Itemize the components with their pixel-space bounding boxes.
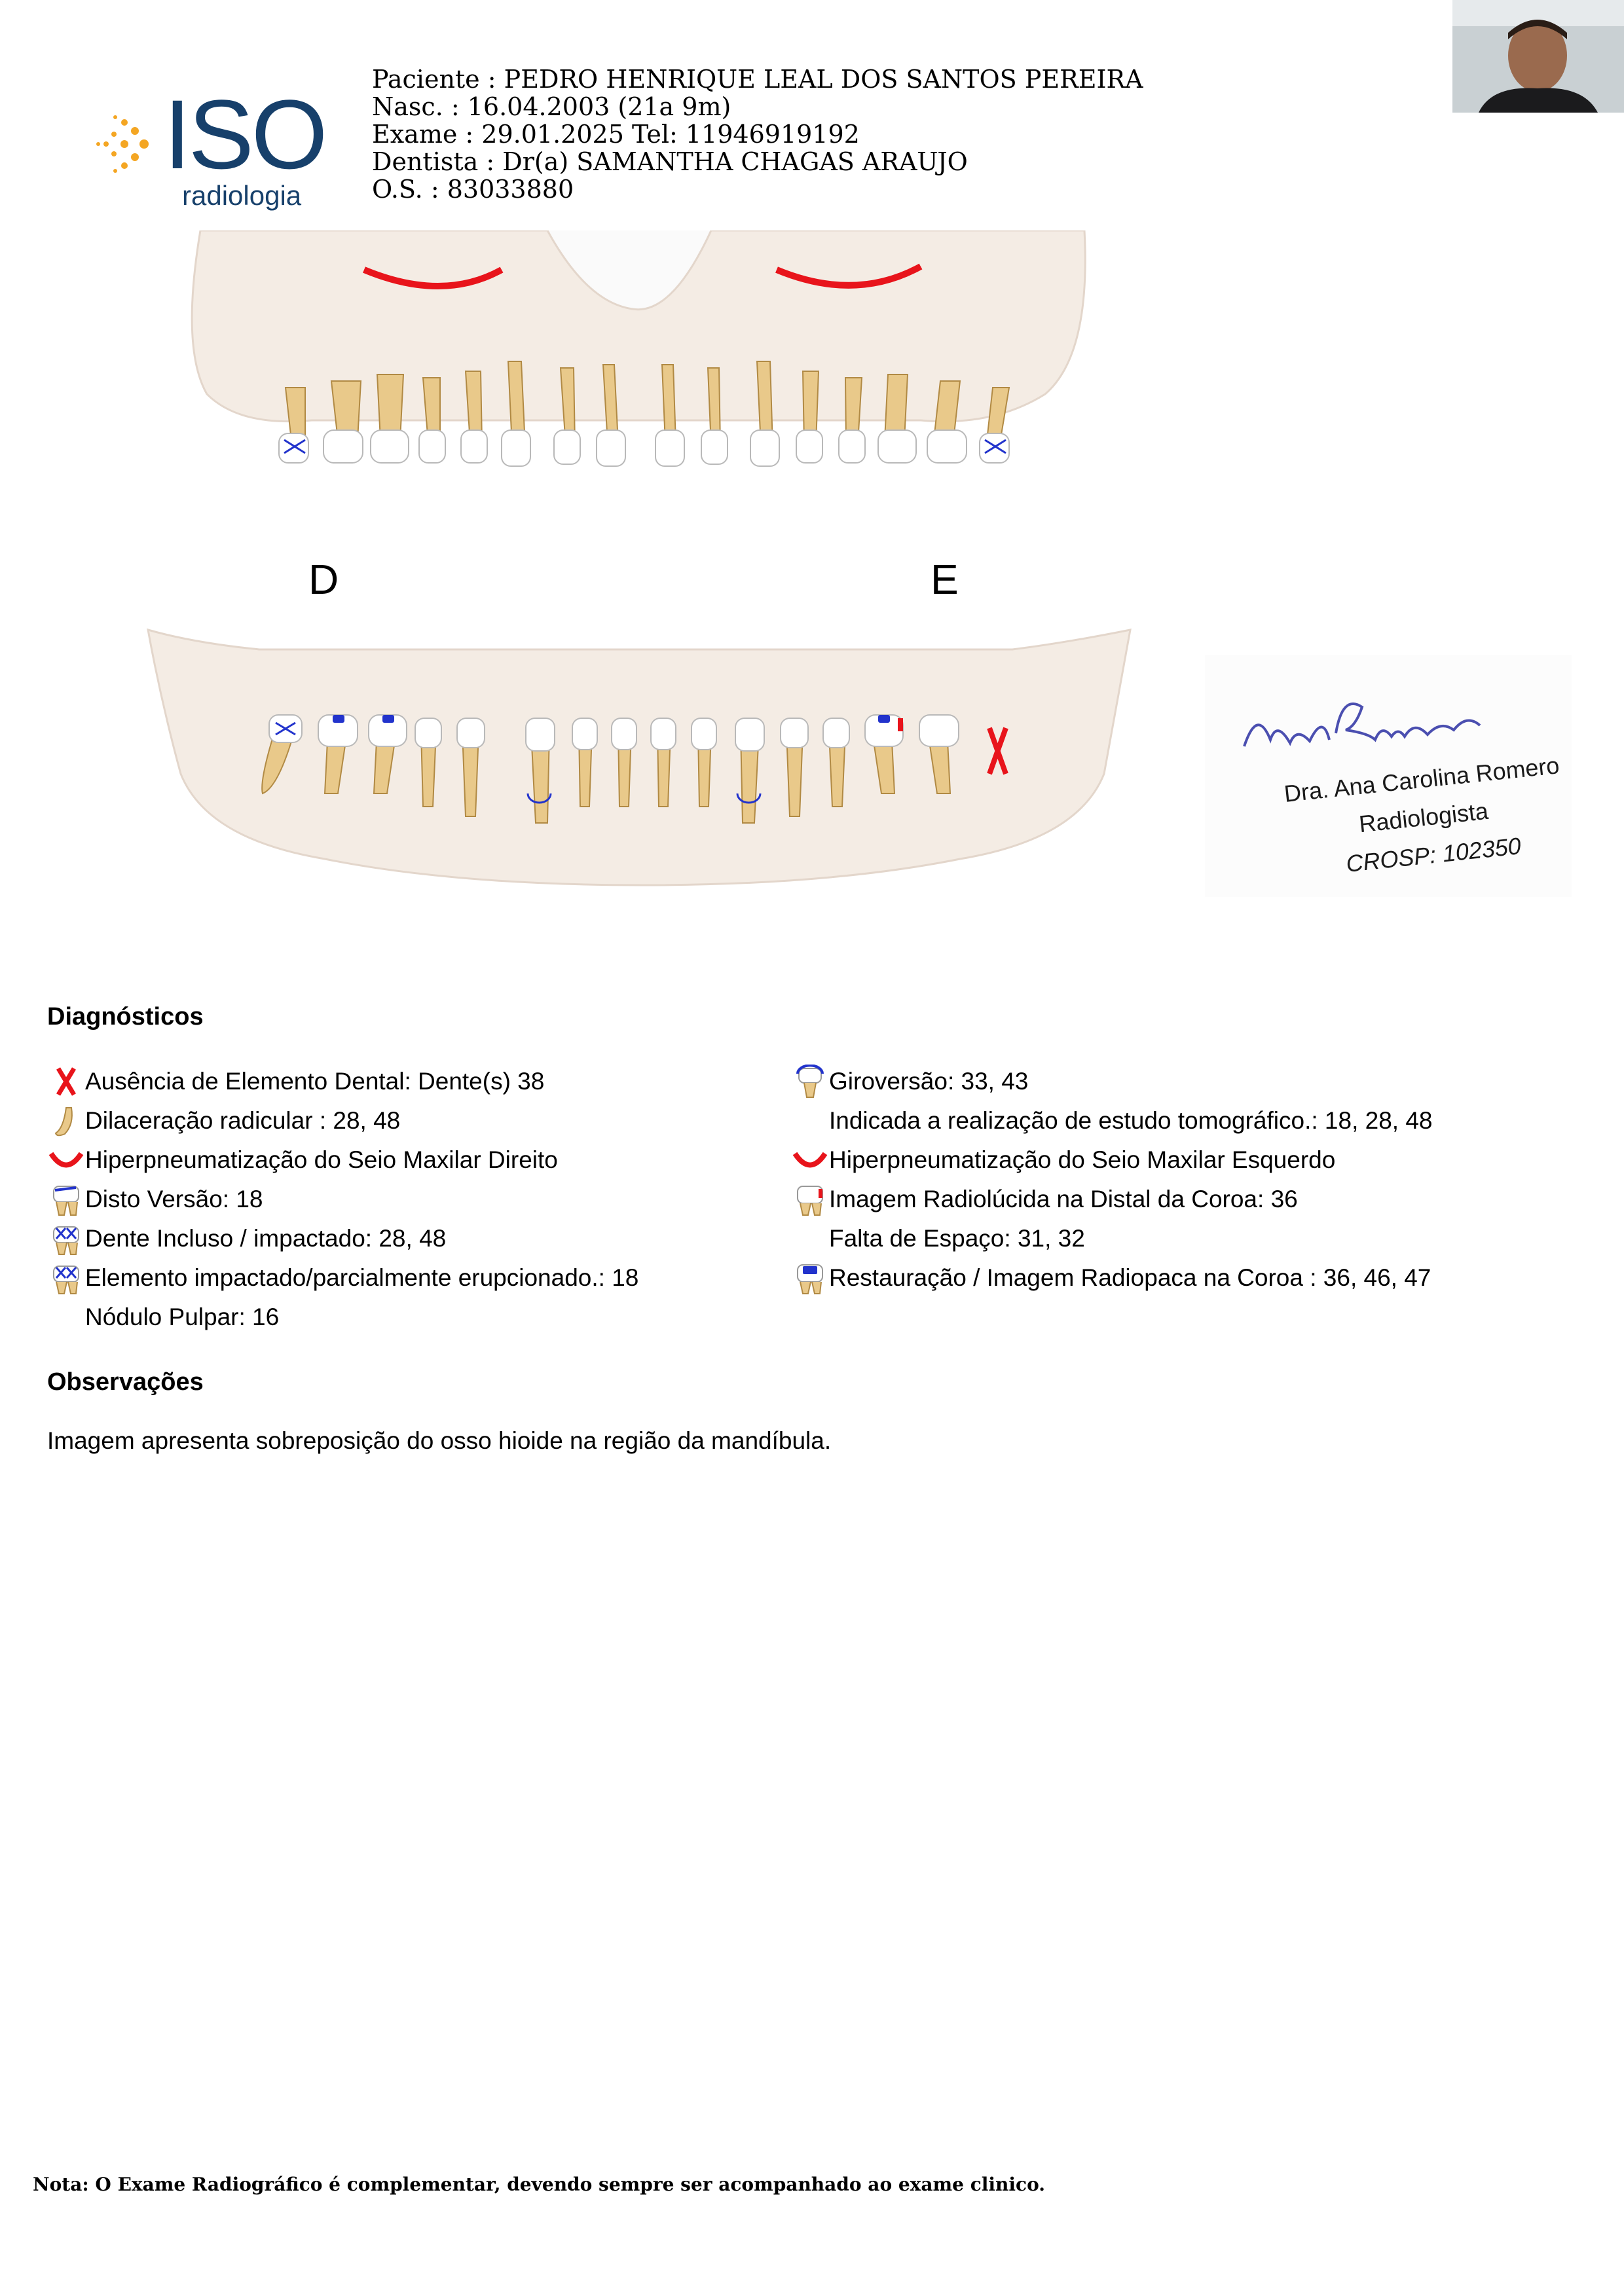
iso-logo [92, 79, 325, 211]
diagnosis-item: Falta de Espaço: 31, 32 [791, 1219, 1433, 1258]
diagnosis-item: Disto Versão: 18 [47, 1180, 638, 1219]
signature-name: Dra. Ana Carolina Romero [1282, 752, 1561, 807]
diagnosis-item: Imagem Radiolúcida na Distal da Coroa: 36 [791, 1180, 1433, 1219]
diagnostics-title: Diagnósticos [47, 1003, 204, 1030]
impacted-tooth-icon [47, 1220, 85, 1257]
blank-icon [47, 1299, 85, 1336]
restoration-tooth-icon [791, 1260, 829, 1296]
diagnosis-item: Elemento impactado/parcialmente erupcionado.: 18 [47, 1258, 638, 1298]
footer-note: Nota: O Exame Radiográfico é complementar, devendo sempre ser acompanhado ao exame clinico. [33, 2174, 1046, 2195]
diagnostics-right-column [791, 1062, 1433, 1298]
side-label-right: D [308, 556, 339, 603]
signature-block [1205, 655, 1572, 897]
birth-date: Nasc. : 16.04.2003 (21a 9m) [372, 92, 731, 121]
impacted-tooth-icon [47, 1260, 85, 1296]
dilaceration-icon [47, 1102, 85, 1139]
diagnosis-item: Dilaceração radicular : 28, 48 [47, 1101, 638, 1140]
patient-info [372, 65, 1143, 203]
giroversion-tooth-icon [791, 1063, 829, 1100]
observations-text: Imagem apresenta sobreposição do osso hioide na região da mandíbula. [47, 1427, 832, 1454]
patient-name: Paciente : PEDRO HENRIQUE LEAL DOS SANTOS PEREIRA [372, 65, 1143, 94]
diagnosis-item: Nódulo Pulpar: 16 [47, 1298, 638, 1337]
diagnostics-left-column [47, 1062, 638, 1337]
sinus-arc-icon [47, 1142, 85, 1178]
missing-x-icon [47, 1063, 85, 1100]
diagnosis-item: Dente Incluso / impactado: 28, 48 [47, 1219, 638, 1258]
side-label-left: E [931, 556, 959, 603]
dentist-name: Dentista : Dr(a) SAMANTHA CHAGAS ARAUJO [372, 147, 968, 176]
dental-chart [43, 230, 1242, 918]
diagnosis-item: Hiperpneumatização do Seio Maxilar Direito [47, 1140, 638, 1180]
sinus-arc-icon [791, 1142, 829, 1178]
patient-photo [1452, 0, 1624, 113]
logo-text: ISO [164, 79, 325, 189]
exam-info: Exame : 29.01.2025 Tel: 11946919192 [372, 120, 860, 149]
diagnosis-item: Giroversão: 33, 43 [791, 1062, 1433, 1101]
observations-title: Observações [47, 1368, 204, 1396]
diagnosis-item: Restauração / Imagem Radiopaca na Coroa : 36, 46, 47 [791, 1258, 1433, 1298]
radiolucent-tooth-icon [791, 1181, 829, 1218]
logo-subtext: radiologia [182, 180, 302, 211]
blank-icon [791, 1220, 829, 1257]
logo-dots-icon [92, 108, 164, 180]
signature-crosp: CROSP: 102350 [1344, 832, 1522, 877]
blank-icon [791, 1102, 829, 1139]
distoversion-tooth-icon [47, 1181, 85, 1218]
signature-role: Radiologista [1357, 797, 1490, 838]
diagnosis-item: Indicada a realização de estudo tomográfico.: 18, 28, 48 [791, 1101, 1433, 1140]
diagnosis-item: Ausência de Elemento Dental: Dente(s) 38 [47, 1062, 638, 1101]
signature-scribble [1231, 668, 1493, 766]
diagnosis-item: Hiperpneumatização do Seio Maxilar Esquerdo [791, 1140, 1433, 1180]
order-number: O.S. : 83033880 [372, 175, 574, 204]
